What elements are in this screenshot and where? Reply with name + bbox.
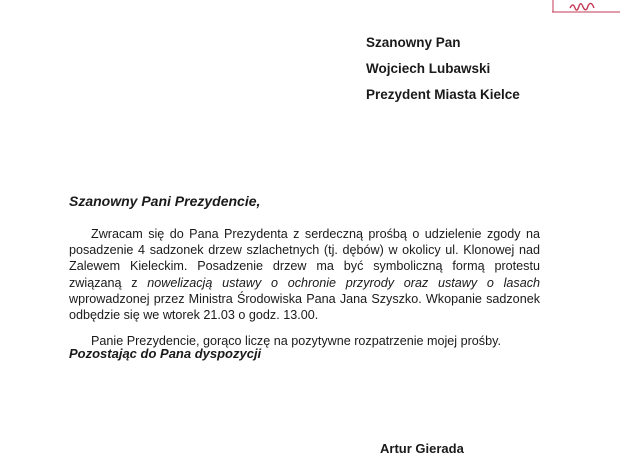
letter-body [69, 226, 540, 349]
body-paragraph-request [69, 226, 540, 323]
stamp-mark-icon [552, 0, 620, 14]
recipient-block [366, 30, 520, 108]
recipient-salutation: Szanowny Pan [366, 35, 461, 50]
paragraph-text-italic: nowelizacją ustawy o ochronie przyrody oraz ustawy o lasach [147, 275, 540, 290]
signature-name: Artur Gierada [380, 441, 464, 456]
closing-line: Pozostając do Pana dyspozycji [69, 346, 262, 361]
body-paragraph-hope: Panie Prezydencie, gorąco liczę na pozytywne rozpatrzenie mojej prośby. [91, 334, 501, 349]
greeting: Szanowny Pani Prezydencie, [69, 193, 261, 209]
paragraph-text-start: Zwracam się do Pana Prezydenta z serdeczną prośbą o udzielenie zgody na posadzenie 4 sadzonek drzew szlachetnych (tj. dębów) w okolicy ul. Klonowej nad Zalewem Kieleckim. Posadzenie drzew ma być symboliczną formą protestu związaną z [69, 227, 540, 290]
paragraph-text-end: wprowadzonej przez Ministra Środowiska Pana Jana Szyszko. Wkopanie sadzonek odbędzie się we wtorek 21.03 o godz. 13.00. [69, 291, 540, 323]
recipient-title: Prezydent Miasta Kielce [366, 87, 520, 102]
recipient-name: Wojciech Lubawski [366, 61, 491, 76]
